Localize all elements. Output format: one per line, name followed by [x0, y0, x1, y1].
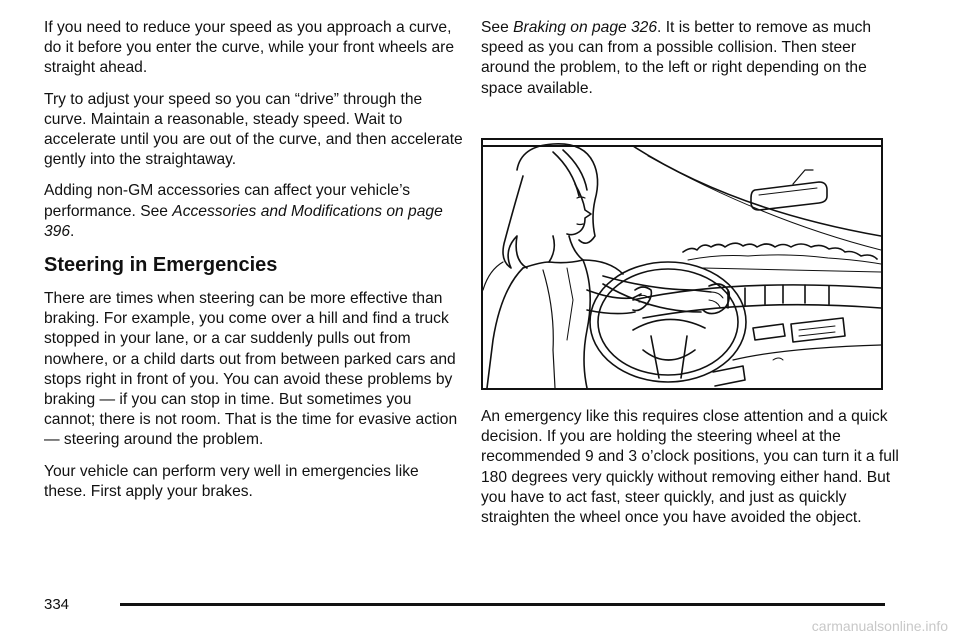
page-number: 334: [44, 596, 70, 613]
paragraph-apply-brakes: Your vehicle can perform very well in emergencies like these. First apply your brakes.: [44, 462, 419, 500]
braking-text-end: . It is better to remove as much speed as you can from a possible collision. Then steer around the problem, to the left or right depending on the space available.: [481, 19, 872, 97]
right-column-lower: [481, 407, 901, 539]
paragraph-emergency: An emergency like this requires close attention and a quick decision. If you are holding the steering wheel at the recommended 9 and 3 o’clock positions, you can turn it a full 180 degrees very quickly without removing either hand. But you have to act fast, steer quickly, and just as quickly straighten the wheel once you have avoided the object.: [481, 408, 899, 527]
watermark: carmanualsonline.info: [811, 618, 948, 634]
illustration-svg: [483, 140, 881, 388]
paragraph-accessories: [44, 181, 464, 242]
paragraph-adjust-speed: Try to adjust your speed so you can “drive” through the curve. Maintain a reasonable, steady speed. Wait to accelerate until you are out of the curve, and then accelerate gently into the straightaway.: [44, 90, 463, 169]
paragraph-curve-speed: If you need to reduce your speed as you approach a curve, do it before you enter the curve, while your front wheels are straight ahead.: [44, 19, 454, 77]
driver-steering-illustration: [481, 138, 883, 390]
accessories-text-end: .: [70, 222, 75, 240]
paragraph-steering-effective: There are times when steering can be more effective than braking. For example, you come over a hill and find a truck stopped in your lane, or a car suddenly pulls out from nowhere, or a child darts out from between parked cars and stops right in front of you. You can avoid these problems by braking — if you can stop in time. But sometimes you cannot; there is not room. That is the time for evasive action — steering around the problem.: [44, 290, 458, 449]
footer-rule: [120, 603, 885, 606]
paragraph-braking-reference: [481, 18, 901, 99]
section-heading: Steering in Emergencies: [44, 254, 278, 277]
braking-link[interactable]: Braking on page 326: [513, 19, 658, 36]
accessories-link[interactable]: Accessories and Modifications on page 396: [44, 202, 443, 240]
right-column: [481, 18, 901, 110]
accessories-text: Adding non-GM accessories can affect your vehicle’s performance. See: [44, 182, 411, 220]
braking-text: See: [481, 19, 514, 36]
left-column: [44, 18, 464, 513]
